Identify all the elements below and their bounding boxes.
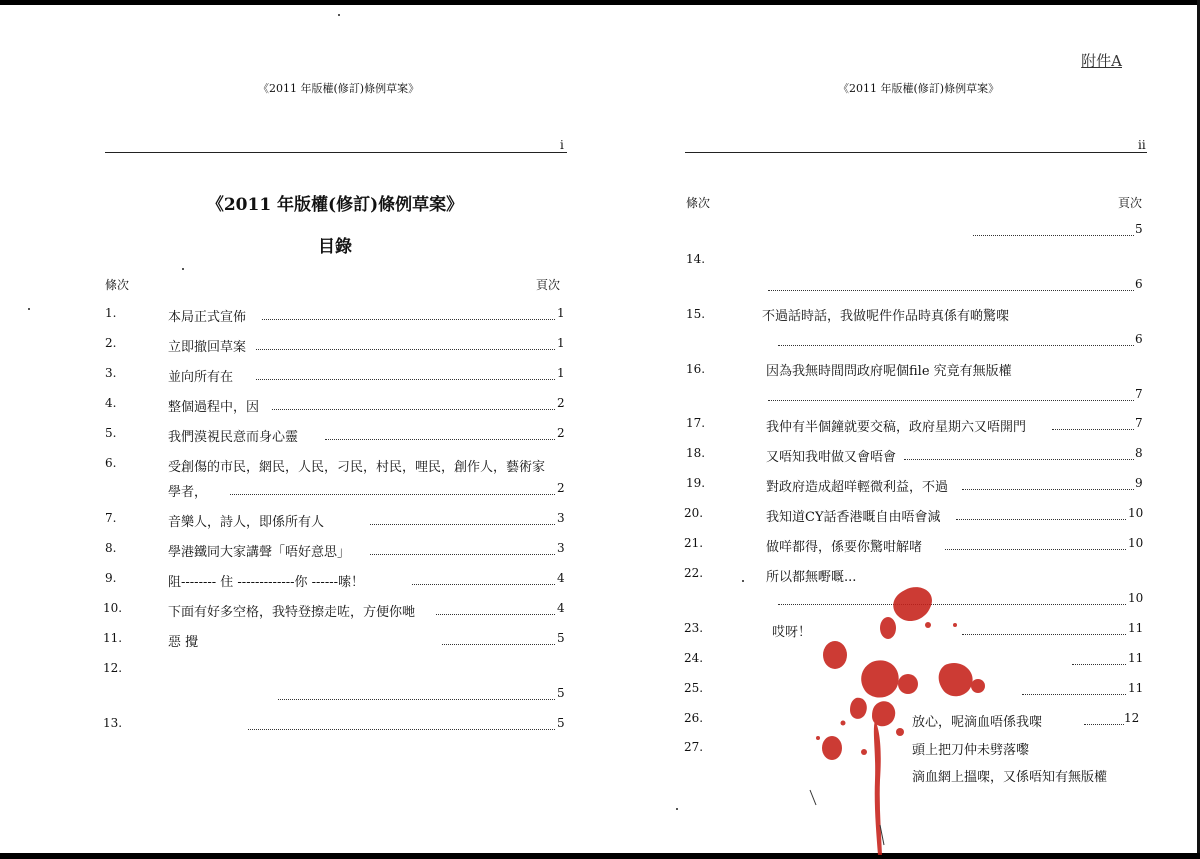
toc-entry-page: 11 [1128,681,1144,695]
header-rule [685,152,1147,153]
toc-entry-text: 並向所有在 [168,370,234,385]
toc-entry-text: 哎呀！ [772,625,812,640]
trailing-line: 滴血網上搵㗎，又係唔知有無版權 [912,770,1108,785]
scan-speck [182,268,184,270]
running-header: 《2011 年版權(修訂)條例草案》 [838,82,1000,95]
toc-entry-text: 我們漠視民意而身心靈 [168,430,299,445]
toc-entry-page: 8 [1135,446,1143,460]
toc-entry-number: 19. [686,476,706,490]
column-header-page: 頁次 [1118,196,1143,210]
dot-leader [956,518,1126,520]
toc-entry-text: 音樂人，詩人，即係所有人 [168,515,325,530]
dot-leader [442,643,555,645]
toc-entry-page: 12 [1124,711,1140,725]
scan-speck [28,308,30,310]
toc-entry-text: 惡 攪 [168,635,199,650]
toc-entry-number: 15. [686,307,706,321]
toc-entry-page: 1 [557,366,565,380]
dot-leader [945,548,1126,550]
toc-entry-number: 10. [103,601,123,615]
toc-entry-text: 整個過程中，因 [168,400,260,415]
dot-leader [230,493,555,495]
page-number: i [560,138,564,152]
dot-leader [1072,663,1126,665]
toc-entry-text: 因為我無時間問政府呢個file 究竟有無版權 [766,364,1012,379]
toc-entry-page: 10 [1128,536,1144,550]
toc-entry-number: 11. [103,631,123,645]
toc-entry-text: 不過話時話，我做呢件作品時真係有啲驚㗎 [762,309,1010,324]
toc-entry-text: 下面有好多空格，我特登擦走咗，方便你哋 [168,605,416,620]
toc-entry-number: 13. [103,716,123,730]
dot-leader [370,553,555,555]
toc-entry-text: 放心，呢滴血唔係我㗎 [912,715,1043,730]
toc-entry-text: 頭上把刀仲未劈落嚟 [912,743,1030,758]
toc-entry-page: 9 [1135,476,1143,490]
column-header-clause: 條次 [686,196,711,210]
toc-entry-page: 3 [557,541,565,555]
toc-entry-text: 對政府造成超咩輕微利益，不過 [766,480,949,495]
dot-leader [778,344,1134,346]
dot-leader [768,399,1134,401]
toc-entry-page: 2 [557,481,565,495]
toc-entry-number: 20. [684,506,704,520]
toc-entry-page: 2 [557,396,565,410]
toc-entry-page: 4 [557,601,565,615]
toc-entry-number: 26. [684,711,704,725]
toc-entry-text: 受創傷的市民，網民，人民，刁民，村民，哩民，創作人，藝術家 [168,460,546,475]
column-header-clause: 條次 [105,278,130,292]
header-rule [105,152,567,153]
toc-entry-page: 3 [557,511,565,525]
document-title: 《2011 年版權(修訂)條例草案》 [206,195,464,215]
toc-entry-page: 6 [1135,332,1143,346]
dot-leader [370,523,555,525]
toc-entry-number: 5. [105,426,117,440]
dot-leader [768,289,1134,291]
toc-entry-page: 7 [1135,416,1143,430]
toc-entry-number: 9. [105,571,117,585]
toc-entry-page: 11 [1128,651,1144,665]
toc-entry-number: 25. [684,681,704,695]
toc-entry-page: 7 [1135,387,1143,401]
toc-entry-number: 17. [686,416,706,430]
toc-entry-text: 所以都無嘢嘅... [766,570,857,585]
dot-leader [256,378,555,380]
toc-entry-text: 又唔知我咁做又會唔會 [766,450,897,465]
page-number: ii [1138,138,1146,152]
toc-entry-text: 做咩都得，係要你驚咁解啫 [766,540,923,555]
scan-speck [338,14,340,16]
toc-entry-page: 11 [1128,621,1144,635]
toc-entry-number: 4. [105,396,117,410]
toc-entry-number: 22. [684,566,704,580]
toc-entry-text: 學港鐵同大家講聲「唔好意思」 [168,545,351,560]
toc-entry-number: 27. [684,740,704,754]
dot-leader [1052,428,1134,430]
scan-speck [742,580,744,582]
running-header: 《2011 年版權(修訂)條例草案》 [258,82,420,95]
dot-leader [278,698,555,700]
toc-entry-number: 2. [105,336,117,350]
dot-leader [436,613,555,615]
toc-entry-page: 5 [557,686,565,700]
toc-entry-number: 7. [105,511,117,525]
toc-entry-number: 16. [686,362,706,376]
column-header-page: 頁次 [536,278,561,292]
toc-heading: 目錄 [318,237,352,257]
toc-entry-number: 8. [105,541,117,555]
toc-entry-text: 立即撤回草案 [168,340,247,355]
dot-leader [962,488,1134,490]
toc-entry-text: 我知道CY話香港嘅自由唔會減 [766,510,941,525]
dot-leader [1084,723,1124,725]
toc-entry-number: 21. [684,536,704,550]
toc-entry-page: 1 [557,306,565,320]
dot-leader [1022,693,1126,695]
toc-entry-number: 24. [684,651,704,665]
blood-splatter-illustration [780,580,1010,855]
toc-entry-number: 3. [105,366,117,380]
dot-leader [973,234,1134,236]
toc-entry-page: 4 [557,571,565,585]
dot-leader [412,583,555,585]
dot-leader [325,438,555,440]
dot-leader [256,348,555,350]
toc-entry-number: 14. [686,252,706,266]
toc-entry-number: 1. [105,306,117,320]
dot-leader [904,458,1134,460]
annex-label: 附件A [1081,52,1122,70]
toc-entry-number: 23. [684,621,704,635]
toc-entry-page: 6 [1135,277,1143,291]
toc-entry-text: 本局正式宣佈 [168,310,247,325]
toc-entry-text: 阻-------- 住 -------------你 ------嗦！ [168,575,364,590]
toc-entry-page: 2 [557,426,565,440]
toc-entry-page: 10 [1128,591,1144,605]
dot-leader [248,728,555,730]
toc-entry-page: 10 [1128,506,1144,520]
toc-entry-page: 1 [557,336,565,350]
dot-leader [272,408,555,410]
toc-entry-page: 5 [557,631,565,645]
toc-carryover-page: 5 [1135,222,1143,236]
toc-entry-text: 我仲有半個鐘就要交稿，政府星期六又唔開門 [766,420,1027,435]
toc-entry-page: 5 [557,716,565,730]
toc-entry-text-continued: 學者， [168,485,208,500]
toc-entry-number: 12. [103,661,123,675]
toc-entry-number: 18. [686,446,706,460]
scan-speck [676,808,678,810]
dot-leader [262,318,555,320]
toc-entry-number: 6. [105,456,117,470]
